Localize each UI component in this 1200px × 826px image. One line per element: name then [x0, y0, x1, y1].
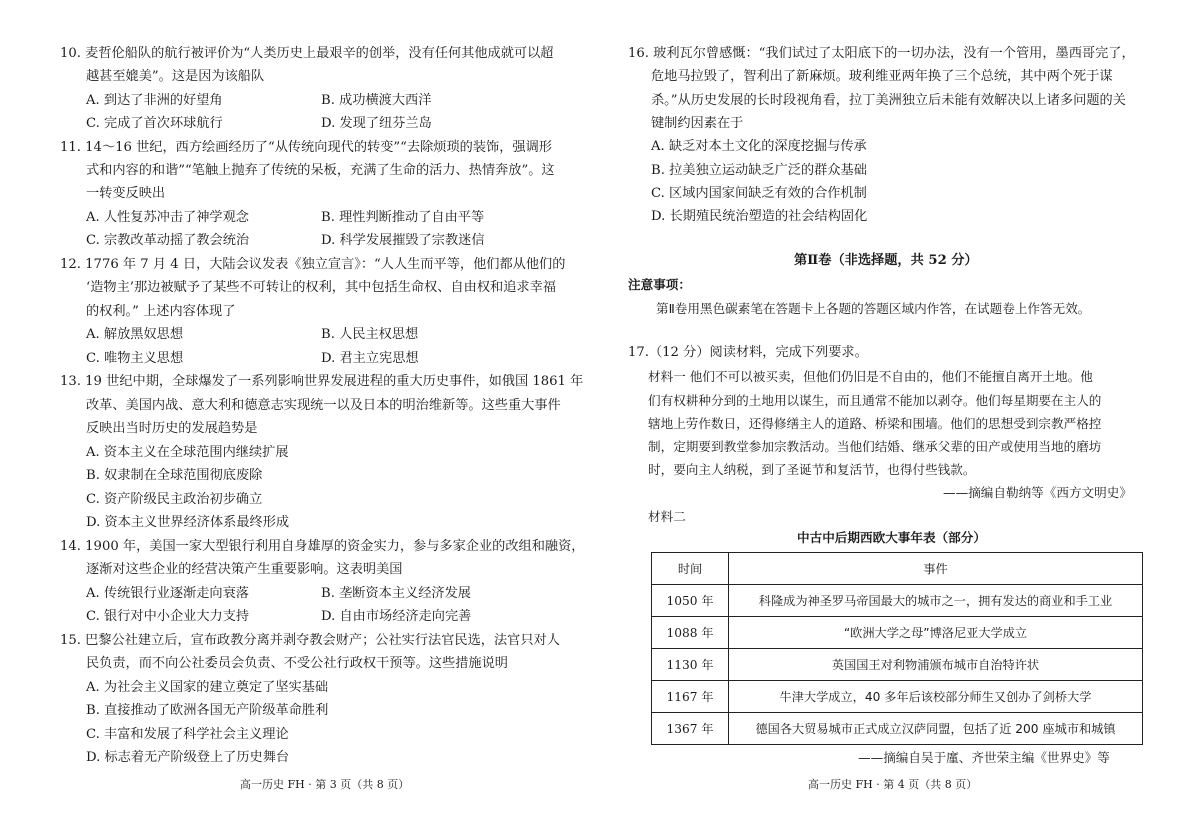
- q11-option-a[interactable]: A. 人性复苏冲击了神学观念: [86, 210, 249, 225]
- q17-stem: 17.（12 分）阅读材料，完成下列要求。: [628, 345, 868, 360]
- q12-stem-line3: 的权利。” 上述内容体现了: [86, 304, 236, 319]
- q10-stem-line1: 10. 麦哲伦船队的航行被评价为“人类历史上最艰辛的创举，没有任何其他成就可以超: [60, 46, 554, 61]
- table-cell-event: 德国各大贸易城市正式成立汉萨同盟，包括了近 200 座城市和城镇: [729, 713, 1143, 745]
- table-row: [652, 649, 1143, 681]
- table-header-event: 事件: [729, 553, 1143, 585]
- page-footer-3: 高一历史 FH · 第 3 页（共 8 页）: [240, 778, 410, 791]
- q13-stem-line2: 改革、美国内战、意大利和德意志实现统一以及日本的明治维新等。这些重大事件: [86, 398, 561, 413]
- q14-option-c[interactable]: C. 银行对中小企业大力支持: [86, 609, 250, 624]
- table-row: [652, 585, 1143, 617]
- material1-line: 辖地上劳作数日，还得修缮主人的道路、桥梁和围墙。他们的思想受到宗教严格控: [648, 416, 1102, 431]
- q10-option-a[interactable]: A. 到达了非洲的好望角: [86, 93, 223, 108]
- q11-stem-line3: 一转变反映出: [86, 186, 166, 201]
- q16-option-b[interactable]: B. 拉美独立运动缺乏广泛的群众基础: [651, 163, 867, 178]
- material1-source: ——摘编自勒纳等《西方文明史》: [943, 485, 1132, 500]
- q14-stem-line2: 逐渐对这些企业的经营决策产生重要影响。这表明美国: [86, 562, 403, 577]
- table-title: 中古中后期西欧大事年表（部分）: [797, 530, 986, 545]
- q10-option-d[interactable]: D. 发现了纽芬兰岛: [321, 116, 432, 131]
- q11-option-c[interactable]: C. 宗教改革动摇了教会统治: [86, 233, 250, 248]
- q15-stem-line2: 民负责，而不向公社委员会负责、不受公社行政权干预等。这些措施说明: [86, 656, 508, 671]
- q15-option-c[interactable]: C. 丰富和发展了科学社会主义理论: [86, 727, 289, 742]
- part2-title: 第Ⅱ卷（非选择题，共 52 分）: [794, 253, 978, 268]
- q14-stem-line1: 14. 1900 年，美国一家大型银行利用自身雄厚的资金实力，参与多家企业的改组和融资，: [60, 539, 585, 554]
- notice-title: 注意事项：: [628, 277, 691, 292]
- q10-stem-line2: 越甚至媲美”。这是因为该船队: [86, 69, 265, 84]
- q15-stem-line1: 15. 巴黎公社建立后，宣布政教分离并剥夺教会财产；公社实行法官民选，法官只对人: [60, 633, 560, 648]
- q14-option-b[interactable]: B. 垄断资本主义经济发展: [321, 586, 471, 601]
- q13-option-c[interactable]: C. 资产阶级民主政治初步确立: [86, 492, 263, 507]
- q12-option-c[interactable]: C. 唯物主义思想: [86, 351, 184, 366]
- material1-line: 时，要向主人纳税，到了圣诞节和复活节，也得付些钱款。: [648, 462, 976, 477]
- table-cell-year: 1367 年: [652, 713, 729, 745]
- table-cell-year: 1167 年: [652, 681, 729, 713]
- table-row: [652, 681, 1143, 713]
- table-cell-event: 科隆成为神圣罗马帝国最大的城市之一，拥有发达的商业和手工业: [729, 585, 1143, 617]
- material2-label: 材料二: [648, 509, 686, 524]
- q11-stem-line1: 11. 14～16 世纪，西方绘画经历了“从传统向现代的转变”“去除烦琐的装饰，强调形: [60, 140, 552, 155]
- q16-option-d[interactable]: D. 长期殖民统治塑造的社会结构固化: [651, 209, 868, 224]
- q16-option-a[interactable]: A. 缺乏对本土文化的深度挖掘与传承: [651, 139, 867, 154]
- q12-option-d[interactable]: D. 君主立宪思想: [321, 351, 419, 366]
- q12-stem-line2: ‘造物主’那边被赋予了某些不可转让的权利，其中包括生命权、自由权和追求幸福: [86, 280, 556, 295]
- events-table: [651, 552, 1143, 745]
- q15-option-d[interactable]: D. 标志着无产阶级登上了历史舞台: [86, 750, 290, 765]
- q11-stem-line2: 式和内容的和谐”“笔触上抛弃了传统的呆板，充满了生命的活力、热情奔放”。这: [86, 163, 555, 178]
- q15-option-a[interactable]: A. 为社会主义国家的建立奠定了坚实基础: [86, 680, 329, 695]
- notice-text: 第Ⅱ卷用黑色碳素笔在答题卡上各题的答题区域内作答，在试题卷上作答无效。: [656, 301, 1091, 316]
- table-header-row: [652, 553, 1143, 585]
- table-row: [652, 617, 1143, 649]
- q10-option-c[interactable]: C. 完成了首次环球航行: [86, 116, 223, 131]
- q16-stem-line4: 键制约因素在于: [651, 116, 744, 131]
- q16-option-c[interactable]: C. 区域内国家间缺乏有效的合作机制: [651, 186, 867, 201]
- q13-stem-line1: 13. 19 世纪中期，全球爆发了一系列影响世界发展进程的重大历史事件，如俄国 1861 年: [60, 374, 584, 389]
- material2-source: ——摘编自吴于廑、齐世荣主编《世界史》等: [858, 750, 1110, 765]
- q13-stem-line3: 反映出当时历史的发展趋势是: [86, 421, 258, 436]
- q11-option-b[interactable]: B. 理性判断推动了自由平等: [321, 210, 485, 225]
- q16-stem-line3: 杀。”从历史发展的长时段视角看，拉丁美洲独立后未能有效解决以上诸多问题的关: [651, 93, 1126, 108]
- page-footer-4: 高一历史 FH · 第 4 页（共 8 页）: [808, 778, 978, 791]
- table-header-time: 时间: [652, 553, 729, 585]
- table-cell-event: 英国国王对利物浦颁布城市自治特许状: [729, 649, 1143, 681]
- table-cell-year: 1050 年: [652, 585, 729, 617]
- table-cell-event: “欧洲大学之母”博洛尼亚大学成立: [729, 617, 1143, 649]
- table-cell-year: 1130 年: [652, 649, 729, 681]
- table-cell-event: 牛津大学成立，40 多年后该校部分师生又创办了剑桥大学: [729, 681, 1143, 713]
- material1-line: 们有权耕种分到的土地用以谋生，而且通常不能加以剥夺。他们每星期要在主人的: [648, 393, 1102, 408]
- material1-line: 制，定期要到教堂参加宗教活动。当他们结婚、继承父辈的田产或使用当地的磨坊: [648, 439, 1102, 454]
- q10-option-b[interactable]: B. 成功横渡大西洋: [321, 93, 432, 108]
- q12-stem-line1: 12. 1776 年 7 月 4 日，大陆会议发表《独立宣言》：“人人生而平等，他们都从他们的: [60, 257, 566, 272]
- q14-option-d[interactable]: D. 自由市场经济走向完善: [321, 609, 472, 624]
- q16-stem-line2: 危地马拉毁了，智利出了新麻烦。玻利维亚两年换了三个总统，其中两个死于谋: [651, 69, 1113, 84]
- q15-option-b[interactable]: B. 直接推动了欧洲各国无产阶级革命胜利: [86, 703, 329, 718]
- q11-option-d[interactable]: D. 科学发展摧毁了宗教迷信: [321, 233, 485, 248]
- table-row: [652, 713, 1143, 745]
- q13-option-b[interactable]: B. 奴隶制在全球范围彻底废除: [86, 468, 263, 483]
- q16-stem-line1: 16. 玻利瓦尔曾感慨：“我们试过了太阳底下的一切办法，没有一个管用，墨西哥完了，: [628, 46, 1135, 61]
- q12-option-a[interactable]: A. 解放黑奴思想: [86, 327, 184, 342]
- q12-option-b[interactable]: B. 人民主权思想: [321, 327, 419, 342]
- q14-option-a[interactable]: A. 传统银行业逐渐走向衰落: [86, 586, 249, 601]
- q13-option-a[interactable]: A. 资本主义在全球范围内继续扩展: [86, 445, 289, 460]
- material1-line: 材料一 他们不可以被买卖，但他们仍旧是不自由的，他们不能擅自离开土地。他: [648, 369, 1093, 384]
- table-cell-year: 1088 年: [652, 617, 729, 649]
- q13-option-d[interactable]: D. 资本主义世界经济体系最终形成: [86, 515, 290, 530]
